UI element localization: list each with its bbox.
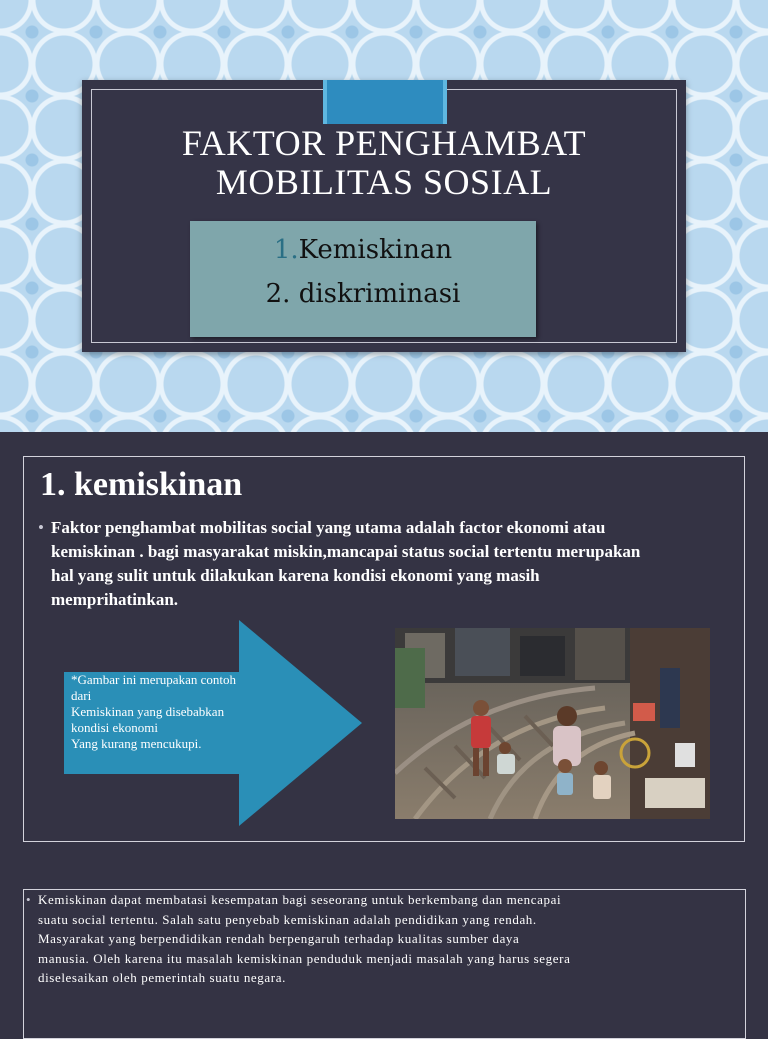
body-line: Faktor penghambat mobilitas social yang utama adalah factor ekonomi atau bbox=[51, 518, 606, 537]
body-line: Kemiskinan dapat membatasi kesempatan bagi seseorang untuk berkembang dan mencapai bbox=[38, 892, 562, 907]
body-paragraph bbox=[38, 516, 738, 612]
body-line: Masyarakat yang berpendidikan rendah berpengaruh terhadap kualitas sumber daya bbox=[38, 931, 520, 946]
slide-title-line1: FAKTOR PENGHAMBAT bbox=[181, 123, 587, 163]
body-line: diselesaikan oleh pemerintah suatu negara. bbox=[38, 970, 286, 985]
slide-title-line2: MOBILITAS SOSIAL bbox=[215, 162, 553, 202]
arrow-caption-line: kondisi ekonomi bbox=[71, 720, 159, 735]
arrow-caption-line: dari bbox=[71, 688, 92, 703]
factor-list-box bbox=[190, 221, 536, 337]
body-line: manusia. Oleh karena itu masalah kemiskinan penduduk menjadi masalah yang harus segera bbox=[38, 950, 571, 966]
arrow-caption bbox=[71, 672, 291, 752]
poverty-photo bbox=[395, 628, 710, 819]
body-line: kemiskinan . bagi masyarakat miskin,mancapai status social tertentu merupakan bbox=[51, 542, 641, 561]
arrow-caption-line: *Gambar ini merupakan contoh bbox=[71, 672, 236, 687]
body-paragraph bbox=[26, 890, 716, 988]
kemiskinan-detail-slide bbox=[0, 864, 768, 1024]
factor-item-2: 2. diskriminasi bbox=[265, 279, 461, 309]
title-accent-bar bbox=[323, 80, 447, 124]
body-line: suatu social tertentu. Salah satu penyebab kemiskinan adalah pendidikan yang rendah. bbox=[38, 911, 537, 927]
arrow-caption-line: Kemiskinan yang disebabkan bbox=[71, 704, 225, 719]
section-heading: 1. kemiskinan bbox=[40, 466, 243, 503]
bullet-point: • bbox=[26, 892, 32, 907]
body-line: hal yang sulit untuk dilakukan karena kondisi ekonomi yang masih bbox=[51, 566, 540, 585]
title-slide bbox=[0, 0, 768, 432]
factor-item-1-text: Kemiskinan bbox=[298, 235, 453, 265]
bullet-point: • bbox=[38, 518, 44, 537]
kemiskinan-slide bbox=[0, 432, 768, 864]
factor-item-1-number: 1. bbox=[273, 235, 299, 265]
slide-title bbox=[82, 124, 686, 202]
body-line: memprihatinkan. bbox=[51, 590, 179, 609]
title-card bbox=[82, 80, 686, 352]
railway-slum-illustration bbox=[395, 628, 710, 819]
factor-item-1 bbox=[190, 235, 536, 265]
arrow-caption-line: Yang kurang mencukupi. bbox=[71, 736, 202, 751]
